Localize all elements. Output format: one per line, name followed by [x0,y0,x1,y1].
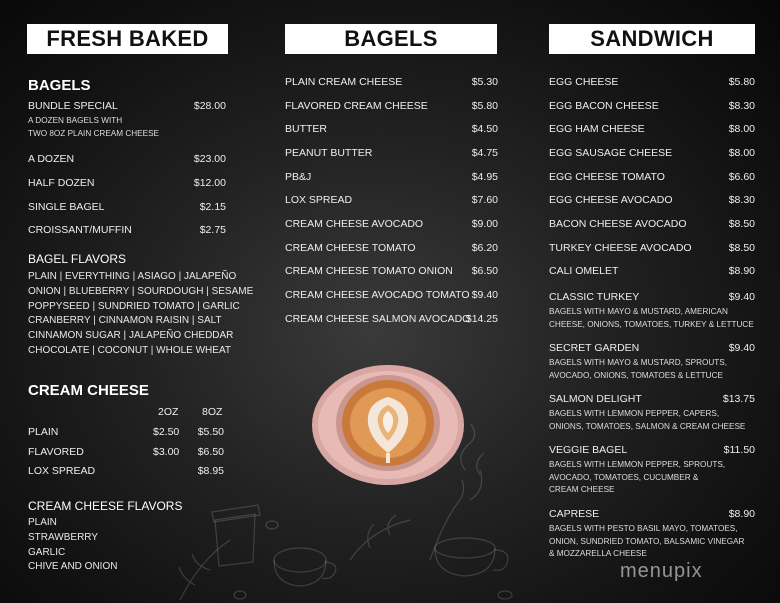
item-price: $8.50 [728,242,755,254]
menu-item [285,100,498,114]
price-2oz: $2.50 [153,426,180,438]
menu-item [549,194,755,208]
description-line: BAGELS WITH PESTO BASIL MAYO, TOMATOES, [549,524,738,533]
menu-item [285,289,498,303]
item-price: $12.00 [193,177,226,189]
cream-cheese-row [28,465,224,479]
menu-item [549,171,755,185]
menu-item [28,153,226,167]
item-price: $9.40 [471,289,498,301]
bagels-section-title: BAGELS [28,77,91,94]
price-2oz: $3.00 [153,446,180,458]
item-name: LOX SPREAD [285,194,353,206]
item-name: EGG CHEESE [549,76,619,88]
item-name: EGG BACON CHEESE [549,100,659,112]
item-price: $5.80 [471,100,498,112]
item-name: TURKEY CHEESE AVOCADO [549,242,692,254]
item-name: CREAM CHEESE AVOCADO [285,218,424,230]
description-line: A DOZEN BAGELS WITH [28,116,123,125]
item-name: CREAM CHEESE AVOCADO TOMATO [285,289,470,301]
item-name: SINGLE BAGEL [28,201,105,213]
menu-item [285,171,498,185]
size-2oz-label: 2OZ [158,406,179,418]
menu-item [549,100,755,114]
header-fresh-baked: FRESH BAKED [27,24,228,54]
item-price: $6.50 [471,265,498,277]
description-line: ONIONS, TOMATOES, SALMON & CREAM CHEESE [549,421,746,431]
item-name: BACON CHEESE AVOCADO [549,218,687,230]
item-description [549,357,727,382]
header-sandwich: SANDWICH [549,24,755,54]
menu-item [285,242,498,256]
item-price: $9.00 [471,218,498,230]
description-line: TWO 8OZ PLAIN CREAM CHEESE [28,128,160,138]
cream-cheese-flavors-list [28,516,117,575]
menu-item [285,194,498,208]
item-price: $6.60 [728,171,755,183]
item-price: $7.60 [471,194,498,206]
item-name: CREAM CHEESE SALMON AVOCADO [285,313,471,325]
menu-item [549,242,755,256]
item-name: CAPRESE [549,508,600,520]
price-8oz: $5.50 [197,426,224,438]
description-line: & MOZZARELLA CHEESE [549,549,647,558]
item-price: $4.95 [471,171,498,183]
item-name: CLASSIC TURKEY [549,291,640,303]
item-name: EGG HAM CHEESE [549,123,645,135]
item-name: PLAIN [28,426,59,438]
item-price: $11.50 [723,444,755,456]
cream-cheese-row [28,426,224,440]
flavor-line: STRAWBERRY [28,531,99,543]
flavor-line: GARLIC [28,546,66,558]
item-price: $8.00 [728,147,755,159]
item-price: $5.80 [728,76,755,88]
item-name: SALMON DELIGHT [549,393,642,405]
menu-item [549,76,755,90]
item-name: CROISSANT/MUFFIN [28,224,132,236]
description-line: CHEESE, ONIONS, TOMATOES, TURKEY & LETTUCE [549,319,754,329]
item-price: $8.00 [728,123,755,135]
menu-item [285,218,498,232]
item-price: $2.75 [199,224,226,236]
item-price: $4.75 [471,147,498,159]
price-8oz: $8.95 [197,465,224,477]
flavor-line: POPPYSEED | SUNDRIED TOMATO | GARLIC [28,300,240,312]
item-price: $8.30 [728,100,755,112]
description-line: ONION, SUNDRIED TOMATO, BALSAMIC VINEGAR [549,536,745,546]
menu-item [549,123,755,137]
flavor-line: PLAIN [28,517,57,528]
item-name: BUNDLE SPECIAL [28,100,118,112]
flavor-line: CINNAMON SUGAR | JALAPEÑO CHEDDAR [28,330,234,342]
item-description [549,459,725,497]
item-name: CREAM CHEESE TOMATO [285,242,416,254]
item-description [28,115,159,140]
item-name: HALF DOZEN [28,177,95,189]
description-line: AVOCADO, ONIONS, TOMATOES & LETTUCE [549,370,723,380]
menu-item [549,218,755,232]
item-price: $9.40 [728,342,755,354]
item-name: CREAM CHEESE TOMATO ONION [285,265,453,277]
item-name: EGG SAUSAGE CHEESE [549,147,673,159]
menu-item [549,147,755,161]
item-name: BUTTER [285,123,327,135]
menu-item [28,224,226,238]
menu-item [285,265,498,279]
special-item [549,291,755,305]
flavor-line: CRANBERRY | CINNAMON RAISIN | SALT [28,315,222,327]
item-name: A DOZEN [28,153,75,165]
watermark: menupix [620,560,703,582]
bagel-flavors-title: BAGEL FLAVORS [28,252,127,266]
menu-item [285,76,498,90]
item-price: $8.30 [728,194,755,206]
item-name: SECRET GARDEN [549,342,640,354]
item-price: $28.00 [193,100,226,112]
flavor-line: CHOCOLATE | COCONUT | WHOLE WHEAT [28,344,231,356]
menu-item [285,123,498,137]
item-name: PLAIN CREAM CHEESE [285,76,403,88]
item-description [549,408,745,433]
item-price: $8.90 [728,265,755,277]
header-bagels: BAGELS [285,24,497,54]
item-price: $2.15 [199,201,226,213]
flavor-line: ONION | BLUEBERRY | SOURDOUGH | SESAME [28,285,254,297]
description-line: BAGELS WITH MAYO & MUSTARD, SPROUTS, [549,358,728,367]
special-item [549,393,755,407]
item-description [549,523,744,561]
item-name: LOX SPREAD [28,465,96,477]
item-price: $9.40 [728,291,755,303]
special-item [549,508,755,522]
menu-item [28,100,226,114]
menu-item [285,313,498,327]
description-line: CREAM CHEESE [549,485,615,494]
item-description [549,306,754,331]
item-name: PEANUT BUTTER [285,147,373,159]
item-price: $8.50 [728,218,755,230]
item-name: CALI OMELET [549,265,619,277]
menu-item [549,265,755,279]
item-name: FLAVORED [28,446,84,458]
description-line: BAGELS WITH MAYO & MUSTARD, AMERICAN [549,307,728,316]
item-price: $4.50 [471,123,498,135]
item-price: $13.75 [722,393,755,405]
special-item [549,444,755,458]
item-price: $6.20 [471,242,498,254]
latte-cup-illustration [310,357,470,487]
bagel-flavors-list [28,270,253,359]
cream-cheese-title: CREAM CHEESE [28,382,149,399]
item-name: EGG CHEESE AVOCADO [549,194,673,206]
cream-cheese-row [28,446,224,460]
item-price: $5.30 [471,76,498,88]
item-name: VEGGIE BAGEL [549,444,628,456]
item-name: PB&J [285,171,312,183]
cream-cheese-flavors-title: CREAM CHEESE FLAVORS [28,499,183,513]
size-8oz-label: 8OZ [202,406,223,418]
menu-item [28,177,226,191]
item-price: $8.90 [728,508,755,520]
flavor-line: CHIVE AND ONION [28,561,118,573]
price-8oz: $6.50 [197,446,224,458]
special-item [549,342,755,356]
description-line: BAGELS WITH LEMMON PEPPER, CAPERS, [549,409,720,418]
item-name: FLAVORED CREAM CHEESE [285,100,428,112]
menu-item [285,147,498,161]
flavor-line: PLAIN | EVERYTHING | ASIAGO | JALAPEÑO [28,271,237,282]
item-price: $14.25 [465,313,498,325]
item-price: $23.00 [193,153,226,165]
item-name: EGG CHEESE TOMATO [549,171,665,183]
description-line: BAGELS WITH LEMMON PEPPER, SPROUTS, [549,460,726,469]
menu-item [28,201,226,215]
description-line: AVOCADO, TOMATOES, CUCUMBER & [549,472,699,482]
